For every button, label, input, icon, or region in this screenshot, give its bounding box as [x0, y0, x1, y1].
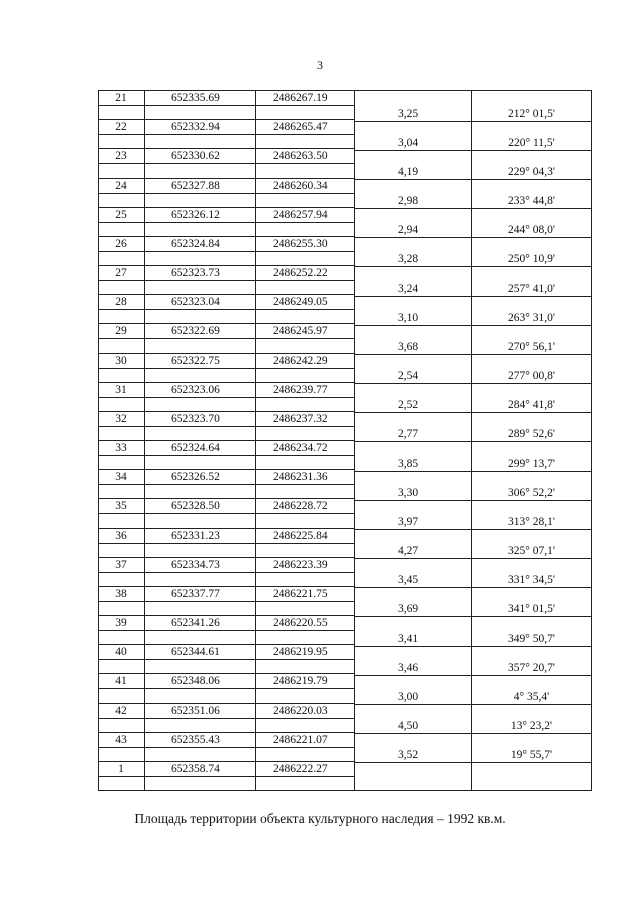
coordinate-x: 652323.70 [171, 412, 220, 425]
row-divider [354, 558, 592, 559]
coordinate-x: 652323.04 [171, 296, 220, 309]
coordinate-x: 652324.64 [171, 442, 220, 454]
coordinate-y: 2486228.72 [273, 500, 328, 513]
row-divider [98, 382, 354, 383]
segment-direction-angle: 270° 56,1' [508, 340, 555, 353]
coordinate-y: 2486257.94 [273, 208, 328, 221]
row-divider [354, 471, 592, 472]
point-number: 26 [115, 237, 127, 250]
coordinate-x: 652323.06 [171, 383, 220, 396]
segment-direction-angle: 4° 35,4' [513, 690, 550, 703]
segment-direction-angle: 289° 52,6' [508, 428, 555, 441]
point-number: 25 [115, 208, 127, 221]
coordinate-x: 652331.23 [171, 529, 220, 542]
coordinate-x: 652332.94 [171, 121, 220, 134]
coordinate-y: 2486219.95 [273, 646, 328, 659]
segment-direction-angle: 313° 28,1' [508, 515, 555, 528]
point-number: 23 [115, 150, 127, 163]
point-number: 21 [115, 92, 127, 104]
row-divider [98, 586, 354, 587]
row-divider [98, 557, 354, 558]
row-divider [98, 659, 354, 660]
point-number: 22 [115, 121, 127, 134]
row-divider [98, 119, 354, 120]
coordinate-y: 2486225.84 [273, 529, 328, 542]
coordinate-x: 652334.73 [171, 558, 220, 571]
segment-length: 3,69 [398, 603, 419, 616]
point-number: 43 [115, 733, 127, 746]
row-divider [98, 601, 354, 602]
segment-length: 3,52 [398, 749, 419, 762]
coordinate-x: 652335.69 [171, 92, 220, 104]
point-number: 42 [115, 704, 127, 717]
segment-length: 2,54 [398, 370, 419, 383]
row-divider [98, 528, 354, 529]
row-divider [98, 338, 354, 339]
row-divider [98, 718, 354, 719]
coordinate-x: 652326.52 [171, 471, 220, 484]
segment-length: 2,52 [398, 399, 419, 412]
coordinate-y: 2486245.97 [273, 325, 328, 338]
coordinate-x: 652328.50 [171, 500, 220, 513]
row-divider [98, 498, 354, 499]
segment-direction-angle: 331° 34,5' [508, 574, 555, 587]
row-divider [98, 455, 354, 456]
row-divider [98, 469, 354, 470]
segment-direction-angle: 341° 01,5' [508, 603, 555, 616]
row-divider [98, 280, 354, 281]
row-divider [354, 441, 592, 442]
row-divider [98, 368, 354, 369]
segment-length: 3,28 [398, 253, 419, 266]
segment-direction-angle: 19° 55,7' [510, 749, 553, 762]
segment-length: 3,85 [398, 457, 419, 470]
coordinate-y: 2486221.75 [273, 587, 328, 600]
segment-direction-angle: 306° 52,2' [508, 486, 555, 499]
segment-length: 2,77 [398, 428, 419, 441]
segment-direction-angle: 349° 50,7' [508, 632, 555, 645]
segment-length: 3,45 [398, 574, 419, 587]
point-number: 33 [115, 442, 127, 454]
row-divider [98, 309, 354, 310]
row-divider [98, 265, 354, 266]
point-number: 27 [115, 267, 127, 279]
row-divider [98, 251, 354, 252]
row-divider [98, 323, 354, 324]
row-divider [354, 616, 592, 617]
segment-direction-angle: 325° 07,1' [508, 545, 555, 558]
segment-length: 3,00 [398, 690, 419, 703]
row-divider [98, 440, 354, 441]
point-number: 39 [115, 617, 127, 629]
segment-length: 2,94 [398, 224, 419, 237]
row-divider [98, 294, 354, 295]
row-divider [98, 484, 354, 485]
coordinate-y: 2486231.36 [273, 471, 328, 484]
coordinate-y: 2486267.19 [273, 92, 328, 104]
point-number: 35 [115, 500, 127, 513]
point-number: 40 [115, 646, 127, 659]
segment-length: 3,24 [398, 282, 419, 295]
row-divider [98, 688, 354, 689]
coordinate-y: 2486255.30 [273, 237, 328, 250]
coordinates-table [98, 90, 592, 790]
coordinate-y: 2486237.32 [273, 412, 328, 425]
row-divider [354, 266, 592, 267]
coordinate-y: 2486265.47 [273, 121, 328, 134]
coordinate-x: 652337.77 [171, 587, 220, 600]
segment-direction-angle: 13° 23,2' [510, 720, 553, 733]
segment-direction-angle: 299° 13,7' [508, 457, 555, 470]
row-divider [98, 776, 354, 777]
coordinate-y: 2486239.77 [273, 383, 328, 396]
row-divider [98, 207, 354, 208]
row-divider [98, 193, 354, 194]
coordinate-y: 2486242.29 [273, 354, 328, 367]
row-divider [354, 675, 592, 676]
row-divider [354, 500, 592, 501]
point-number: 24 [115, 179, 127, 192]
coordinate-y: 2486220.55 [273, 617, 328, 629]
row-divider [98, 236, 354, 237]
point-number: 41 [115, 675, 127, 688]
segment-length: 3,46 [398, 661, 419, 674]
point-number: 37 [115, 558, 127, 571]
point-number: 28 [115, 296, 127, 309]
row-divider [354, 208, 592, 209]
coordinate-y: 2486220.03 [273, 704, 328, 717]
segment-length: 4,27 [398, 545, 419, 558]
row-divider [354, 354, 592, 355]
segment-length: 3,41 [398, 632, 419, 645]
segment-length: 3,10 [398, 311, 419, 324]
coordinate-x: 652358.74 [171, 762, 220, 775]
coordinate-y: 2486252.22 [273, 267, 328, 279]
point-number: 1 [118, 762, 124, 775]
segment-direction-angle: 257° 41,0' [508, 282, 555, 295]
row-divider [98, 703, 354, 704]
area-statement: Площадь территории объекта культурного наследия – 1992 кв.м. [134, 811, 506, 826]
row-divider [98, 222, 354, 223]
coordinate-x: 652326.12 [171, 208, 220, 221]
row-divider [354, 325, 592, 326]
row-divider [354, 296, 592, 297]
coordinate-x: 652327.88 [171, 179, 220, 192]
row-divider [354, 121, 592, 122]
row-divider [98, 673, 354, 674]
row-divider [98, 105, 354, 106]
coordinate-x: 652322.75 [171, 354, 220, 367]
row-divider [354, 529, 592, 530]
row-divider [98, 134, 354, 135]
point-number: 29 [115, 325, 127, 338]
segment-direction-angle: 229° 04,3' [508, 165, 555, 178]
row-divider [98, 148, 354, 149]
row-divider [98, 644, 354, 645]
row-divider [98, 513, 354, 514]
coordinate-y: 2486221.07 [273, 733, 328, 746]
coordinate-x: 652344.61 [171, 646, 220, 659]
row-divider [98, 411, 354, 412]
segment-length: 4,50 [398, 720, 419, 733]
row-divider [98, 790, 592, 791]
point-number: 34 [115, 471, 127, 484]
coordinate-x: 652355.43 [171, 733, 220, 746]
segment-length: 2,98 [398, 195, 419, 208]
point-number: 30 [115, 354, 127, 367]
coordinate-y: 2486260.34 [273, 179, 328, 192]
row-divider [98, 747, 354, 748]
segment-direction-angle: 220° 11,5' [508, 136, 555, 149]
point-number: 36 [115, 529, 127, 542]
column-divider [354, 90, 355, 790]
row-divider [354, 762, 592, 763]
row-divider [98, 178, 354, 179]
point-number: 38 [115, 587, 127, 600]
coordinate-x: 652330.62 [171, 150, 220, 163]
segment-direction-angle: 357° 20,7' [508, 661, 555, 674]
segment-direction-angle: 284° 41,8' [508, 399, 555, 412]
row-divider [98, 761, 354, 762]
row-divider [354, 704, 592, 705]
row-divider [354, 179, 592, 180]
row-divider [98, 630, 354, 631]
segment-direction-angle: 244° 08,0' [508, 224, 555, 237]
segment-length: 3,68 [398, 340, 419, 353]
coordinate-x: 652351.06 [171, 704, 220, 717]
segment-length: 3,25 [398, 107, 419, 120]
row-divider [98, 397, 354, 398]
row-divider [354, 646, 592, 647]
row-divider [98, 353, 354, 354]
segment-direction-angle: 250° 10,9' [508, 253, 555, 266]
coordinate-x: 652348.06 [171, 675, 220, 688]
row-divider [354, 237, 592, 238]
row-divider [98, 543, 354, 544]
point-number: 31 [115, 383, 127, 396]
row-divider [98, 732, 354, 733]
row-divider [354, 412, 592, 413]
coordinate-x: 652341.26 [171, 617, 220, 629]
row-divider [354, 733, 592, 734]
segment-length: 4,19 [398, 165, 419, 178]
coordinate-y: 2486263.50 [273, 150, 328, 163]
segment-length: 3,30 [398, 486, 419, 499]
page-number: 3 [317, 58, 323, 72]
coordinate-y: 2486222.27 [273, 762, 328, 775]
coordinate-x: 652323.73 [171, 267, 220, 279]
row-divider [98, 163, 354, 164]
segment-direction-angle: 212° 01,5' [508, 107, 555, 120]
segment-direction-angle: 277° 00,8' [508, 370, 555, 383]
row-divider [354, 587, 592, 588]
row-divider [98, 426, 354, 427]
coordinate-y: 2486223.39 [273, 558, 328, 571]
coordinate-x: 652322.69 [171, 325, 220, 338]
segment-length: 3,97 [398, 515, 419, 528]
coordinate-y: 2486249.05 [273, 296, 328, 309]
coordinate-y: 2486219.79 [273, 675, 328, 688]
segment-length: 3,04 [398, 136, 419, 149]
segment-direction-angle: 233° 44,8' [508, 195, 555, 208]
segment-direction-angle: 263° 31,0' [508, 311, 555, 324]
row-divider [98, 572, 354, 573]
point-number: 32 [115, 412, 127, 425]
coordinate-x: 652324.84 [171, 237, 220, 250]
row-divider [354, 383, 592, 384]
coordinate-y: 2486234.72 [273, 442, 328, 454]
row-divider [98, 615, 354, 616]
row-divider [354, 150, 592, 151]
